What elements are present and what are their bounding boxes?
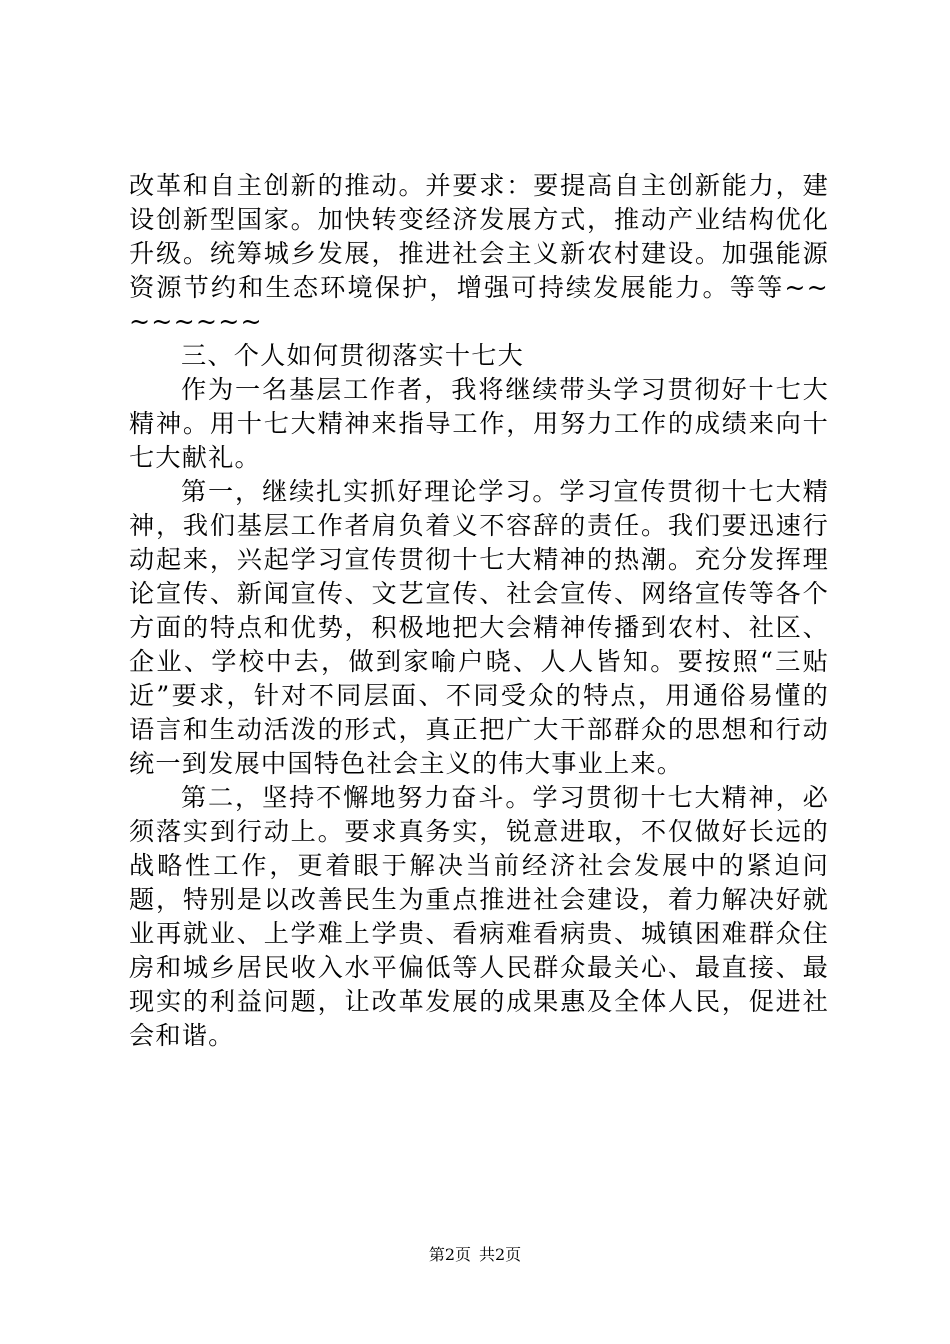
page-footer xyxy=(0,1244,950,1266)
page-number-current: 第2页 xyxy=(428,1245,471,1264)
page-number-total: 共2页 xyxy=(479,1245,522,1264)
section-heading: 三、个人如何贯彻落实十七大 xyxy=(181,341,525,370)
paragraph-intro: 作为一名基层工作者，我将继续带头学习贯彻好十七大精神。用十七大精神来指导工作，用努力工作的成绩来向十七大献礼。 xyxy=(129,375,829,472)
paragraph-point-one: 第一，继续扎实抓好理论学习。学习宣传贯彻十七大精神，我们基层工作者肩负着义不容辞的责任。我们要迅速行动起来，兴起学习宣传贯彻十七大精神的热潮。充分发挥理论宣传、新闻宣传、文艺宣传、社会宣传、网络宣传等各个方面的特点和优势，积极地把大会精神传播到农村、社区、企业、学校中去，做到家喻户晓、人人皆知。要按照“三贴近”要求，针对不同层面、不同受众的特点，用通俗易懂的语言和生动活泼的形式，真正把广大干部群众的思想和行动统一到发展中国特色社会主义的伟大事业上来。 xyxy=(129,477,829,778)
paragraph-point-two: 第二，坚持不懈地努力奋斗。学习贯彻十七大精神，必须落实到行动上。要求真务实，锐意进取，不仅做好长远的战略性工作，更着眼于解决当前经济社会发展中的紧迫问题，特别是以改善民生为重点推进社会建设，着力解决好就业再就业、上学难上学贵、看病难看病贵、城镇困难群众住房和城乡居民收入水平偏低等人民群众最关心、最直接、最现实的利益问题，让改革发展的成果惠及全体人民，促进社会和谐。 xyxy=(129,783,829,1050)
paragraph-continuation: 改革和自主创新的推动。并要求：要提高自主创新能力，建设创新型国家。加快转变经济发展方式，推动产业结构优化升级。统筹城乡发展，推进社会主义新农村建设。加强能源资源节约和生态环境保护，增强可持续发展能力。等等~~~~~~~~ xyxy=(129,171,829,336)
document-body xyxy=(129,169,829,1053)
